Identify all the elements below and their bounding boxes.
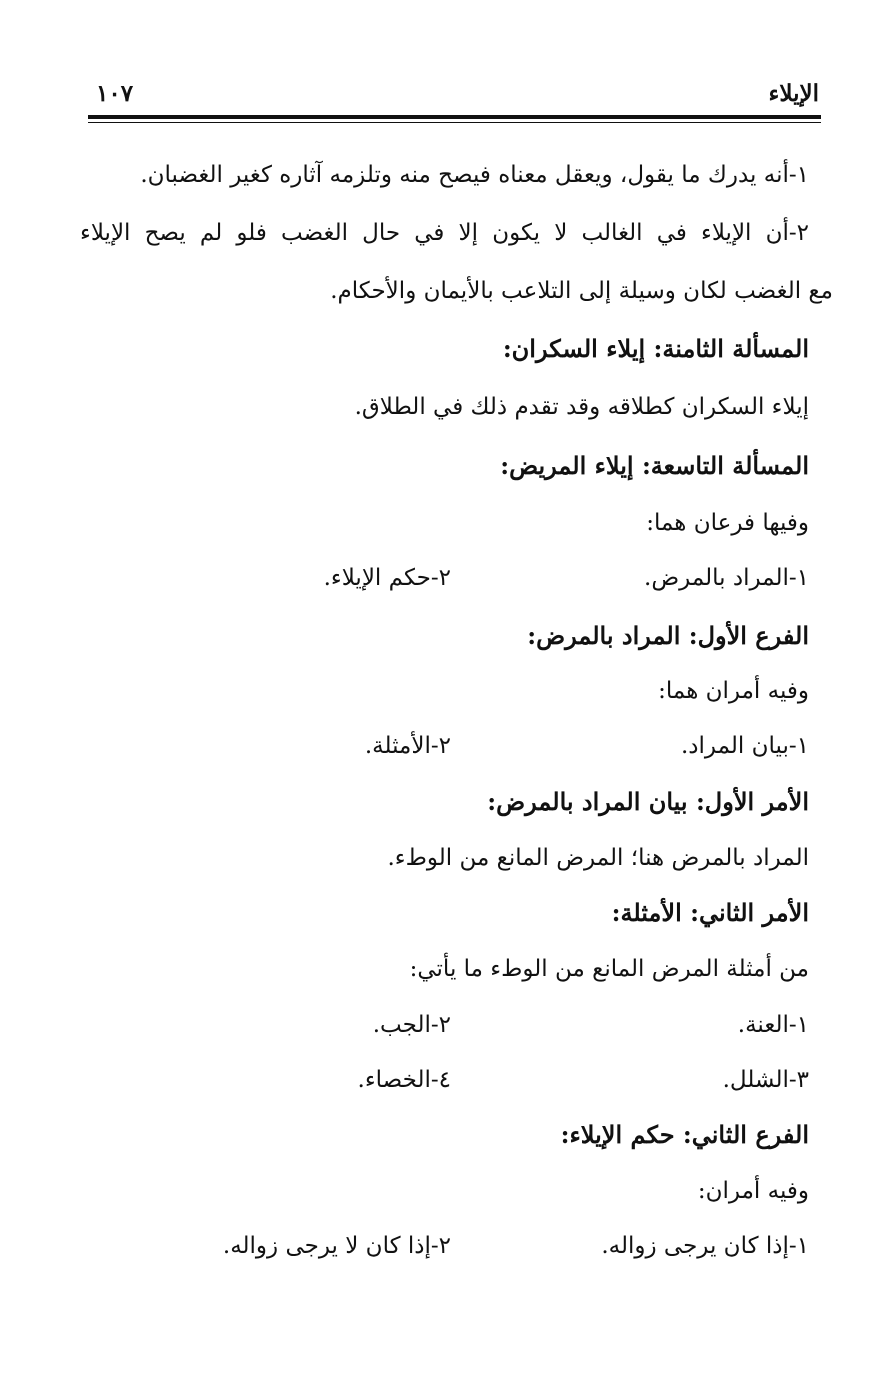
paragraph-point-2-line-2: مع الغضب لكان وسيلة إلى التلاعب بالأيمان والأحكام. xyxy=(330,278,833,304)
branch-1-intro: وفيه أمران هما: xyxy=(658,678,809,704)
example-item-2: ٢-الجب. xyxy=(372,1012,451,1038)
paragraph-point-2-line-1: ٢-أن الإيلاء في الغالب لا يكون إلا في حال الغضب فلو لم يصح الإيلاء xyxy=(80,220,809,246)
branch-2-items xyxy=(109,1231,809,1261)
branch-2-item-1: ١-إذا كان يرجى زواله. xyxy=(601,1233,809,1259)
heading-matter-1: الأمر الأول: بيان المراد بالمرض: xyxy=(487,787,809,816)
running-title: الإيلاء xyxy=(768,80,819,107)
header-rule-thick xyxy=(88,115,821,119)
branch-2-item-2: ٢-إذا كان لا يرجى زواله. xyxy=(222,1233,451,1259)
examples-row-1 xyxy=(109,1010,809,1040)
branch-1-item-2: ٢-الأمثلة. xyxy=(364,733,451,759)
heading-issue-8: المسألة الثامنة: إيلاء السكران: xyxy=(502,334,809,363)
issue-9-branches xyxy=(109,563,809,593)
branch-item-2: ٢-حكم الإيلاء. xyxy=(323,565,451,591)
branch-2-intro: وفيه أمران: xyxy=(697,1178,809,1204)
example-item-1: ١-العنة. xyxy=(737,1012,809,1038)
examples-row-2 xyxy=(109,1065,809,1095)
heading-branch-1: الفرع الأول: المراد بالمرض: xyxy=(527,621,809,650)
branch-item-1: ١-المراد بالمرض. xyxy=(644,565,809,591)
example-item-3: ٣-الشلل. xyxy=(722,1067,809,1093)
example-item-4: ٤-الخصاء. xyxy=(357,1067,451,1093)
header-rule-thin xyxy=(88,122,821,123)
issue-9-intro: وفيها فرعان هما: xyxy=(646,510,809,536)
page-header xyxy=(88,80,821,108)
heading-branch-2: الفرع الثاني: حكم الإيلاء: xyxy=(560,1120,809,1149)
paragraph-point-1: ١-أنه يدرك ما يقول، ويعقل معناه فيصح منه وتلزمه آثاره كغير الغضبان. xyxy=(140,162,809,188)
issue-8-text: إيلاء السكران كطلاقه وقد تقدم ذلك في الطلاق. xyxy=(354,394,809,420)
heading-matter-2: الأمر الثاني: الأمثلة: xyxy=(611,898,809,927)
heading-issue-9: المسألة التاسعة: إيلاء المريض: xyxy=(500,451,809,480)
branch-1-item-1: ١-بيان المراد. xyxy=(680,733,809,759)
matter-1-text: المراد بالمرض هنا؛ المرض المانع من الوطء. xyxy=(387,845,809,871)
branch-1-items xyxy=(109,731,809,761)
page-number: ١٠٧ xyxy=(96,80,134,107)
matter-2-intro: من أمثلة المرض المانع من الوطء ما يأتي: xyxy=(409,956,809,982)
